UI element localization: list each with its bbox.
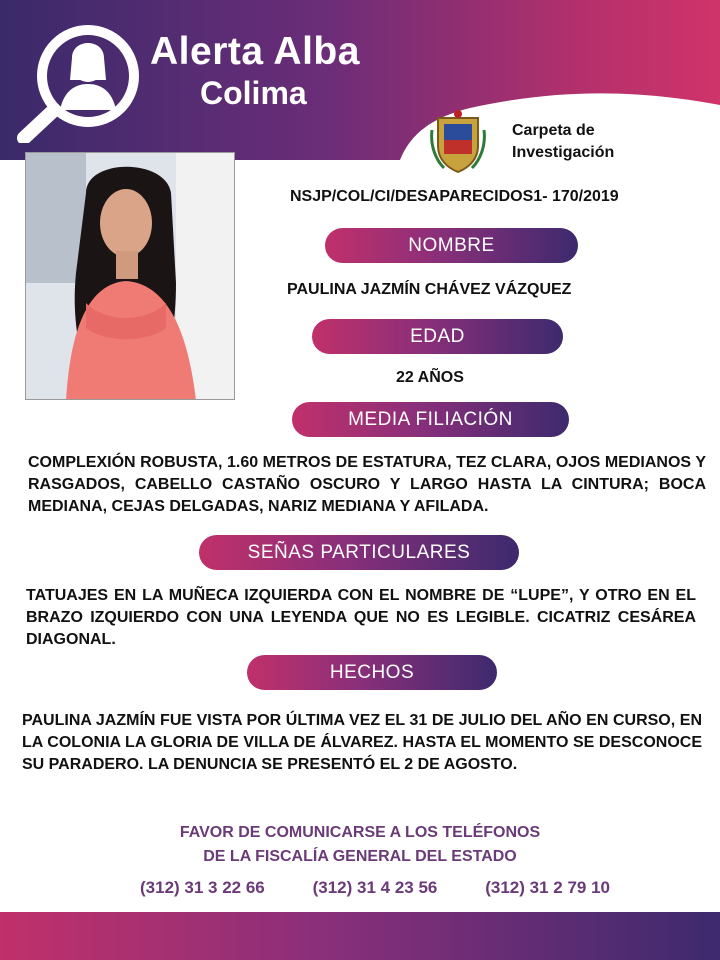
phone-list [140, 878, 610, 898]
media-filiacion-text: COMPLEXIÓN ROBUSTA, 1.60 METROS DE ESTATURA, TEZ CLARA, OJOS MEDIANOS Y RASGADOS, CABELLO CASTAÑO OSCURO Y LARGO HASTA LA CINTURA; BOCA MEDIANA, CEJAS DELGADAS, NARIZ MEDIANA Y AFILADA. [28, 454, 706, 515]
edad-value: 22 AÑOS [396, 369, 464, 386]
contact-line2: DE LA FISCALÍA GENERAL DEL ESTADO [203, 848, 517, 865]
nombre-value: PAULINA JAZMÍN CHÁVEZ VÁZQUEZ [287, 281, 572, 298]
folio-number: NSJP/COL/CI/DESAPARECIDOS1- 170/2019 [290, 188, 619, 205]
footer-bar [0, 912, 720, 960]
person-photo-illustration [26, 153, 235, 400]
header-title-line2: Colima [200, 75, 307, 111]
contact-line1: FAVOR DE COMUNICARSE A LOS TELÉFONOS [179, 824, 541, 841]
phone-number: (312) 31 3 22 66 [140, 878, 265, 897]
header-title-line1: Alerta Alba [150, 30, 360, 73]
carpeta-line1: Carpeta de [512, 122, 595, 139]
hechos-text: PAULINA JAZMÍN FUE VISTA POR ÚLTIMA VEZ EL 31 DE JULIO DEL AÑO EN CURSO, EN LA COLONIA LA GLORIA DE VILLA DE ÁLVAREZ. HASTA EL MOMENTO SE DESCONOCE SU PARADERO. LA DENUNCIA SE PRESENTÓ EL 2 DE AGOSTO. [22, 712, 702, 773]
hechos-pill: HECHOS [247, 655, 497, 690]
phone-number: (312) 31 2 79 10 [485, 878, 610, 897]
carpeta-line2: Investigación [512, 144, 615, 161]
carpeta-label [512, 120, 672, 164]
nombre-pill: NOMBRE [325, 228, 578, 263]
senas-particulares-pill: SEÑAS PARTICULARES [199, 535, 519, 570]
phone-number: (312) 31 4 23 56 [312, 878, 438, 897]
media-filiacion-pill: MEDIA FILIACIÓN [292, 402, 569, 437]
senas-particulares-text: TATUAJES EN LA MUÑECA IZQUIERDA CON EL NOMBRE DE “LUPE”, Y OTRO EN EL BRAZO IZQUIERDO CON UNA LEYENDA QUE NO ES LEGIBLE. CICATRIZ CESÁREA DIAGONAL. [26, 587, 696, 648]
coat-of-arms-icon [430, 110, 486, 176]
missing-person-photo [25, 152, 235, 400]
edad-pill: EDAD [312, 319, 563, 354]
magnifier-person-icon [10, 18, 150, 143]
